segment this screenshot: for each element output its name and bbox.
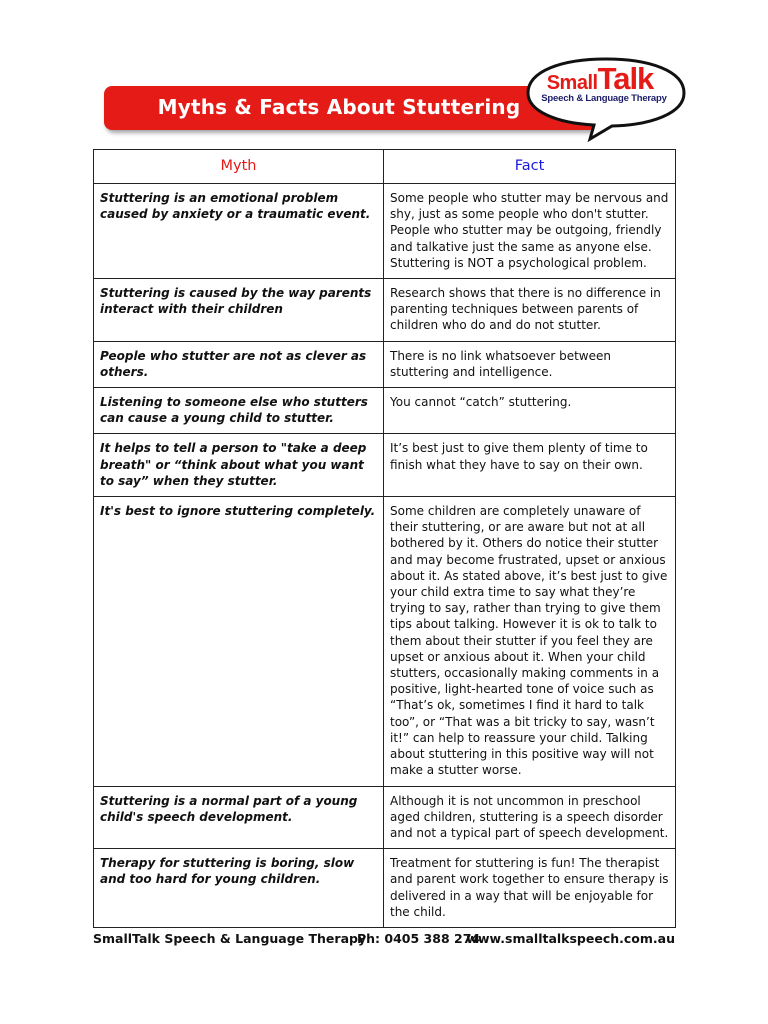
table-row: [94, 341, 676, 387]
smalltalk-logo: [520, 55, 692, 143]
footer-phone: Ph: 0405 388 274: [357, 931, 481, 946]
myth-cell: Stuttering is an emotional problem caused by anxiety or a traumatic event.: [94, 184, 384, 279]
myth-cell: It's best to ignore stuttering completely.: [94, 497, 384, 786]
table-row: [94, 279, 676, 342]
footer-company-name: SmallTalk Speech & Language Therapy: [93, 931, 367, 946]
myth-cell: Therapy for stuttering is boring, slow and too hard for young children.: [94, 849, 384, 928]
fact-cell: Some children are completely unaware of their stuttering, or are aware but not at all bothered by it. Others do notice their stutter and may become frustrated, upset or anxious about it. As stated above, it’s best just to give your child extra time to say what they’re trying to say, rather than trying to give them tips about talking. However it is ok to talk to them about their stutter if you feel they are upset or anxious about it. When your child stutters, occasionally making comments in a positive, light-hearted tone of voice such as “That’s ok, sometimes I find it hard to talk too”, or “That was a bit tricky to say, wasn’t it!” can help to reassure your child. Talking about stuttering in this positive way will not make a stutter worse.: [384, 497, 676, 786]
myth-cell: Listening to someone else who stutters can cause a young child to stutter.: [94, 388, 384, 434]
fact-cell: You cannot “catch” stuttering.: [384, 388, 676, 434]
fact-cell: Research shows that there is no difference in parenting techniques between parents of children who do and do not stutter.: [384, 279, 676, 342]
fact-cell: Treatment for stuttering is fun! The therapist and parent work together to ensure therapy is delivered in a way that will be enjoyable for the child.: [384, 849, 676, 928]
myths-facts-table: [93, 149, 676, 928]
logo-wordmark: [520, 63, 680, 94]
fact-cell: Although it is not uncommon in preschool aged children, stuttering is a speech disorder and not a typical part of speech development.: [384, 786, 676, 849]
myth-column-header: Myth: [94, 150, 384, 184]
table-row: [94, 497, 676, 786]
table-row: [94, 434, 676, 497]
fact-cell: Some people who stutter may be nervous and shy, just as some people who don't stutter. People who stutter may be outgoing, friendly and talkative just the same as anyone else. Stuttering is NOT a psychological problem.: [384, 184, 676, 279]
page-title: Myths & Facts About Stuttering: [157, 95, 521, 119]
logo-tagline: Speech & Language Therapy: [541, 93, 667, 104]
table-row: [94, 184, 676, 279]
myth-cell: Stuttering is caused by the way parents interact with their children: [94, 279, 384, 342]
myth-cell: People who stutter are not as clever as others.: [94, 341, 384, 387]
fact-column-header: Fact: [384, 150, 676, 184]
footer-website: www.smalltalkspeech.com.au: [466, 931, 675, 946]
myth-cell: Stuttering is a normal part of a young child's speech development.: [94, 786, 384, 849]
table-row: [94, 388, 676, 434]
page-footer: [93, 931, 675, 951]
myth-cell: It helps to tell a person to "take a deep breath" or “think about what you want to say” when they stutter.: [94, 434, 384, 497]
table-row: [94, 786, 676, 849]
logo-word-talk: Talk: [597, 61, 654, 96]
table-row: [94, 849, 676, 928]
fact-cell: There is no link whatsoever between stuttering and intelligence.: [384, 341, 676, 387]
table-header-row: [94, 150, 676, 184]
fact-cell: It’s best just to give them plenty of time to finish what they have to say on their own.: [384, 434, 676, 497]
logo-word-small: Small: [546, 72, 598, 94]
